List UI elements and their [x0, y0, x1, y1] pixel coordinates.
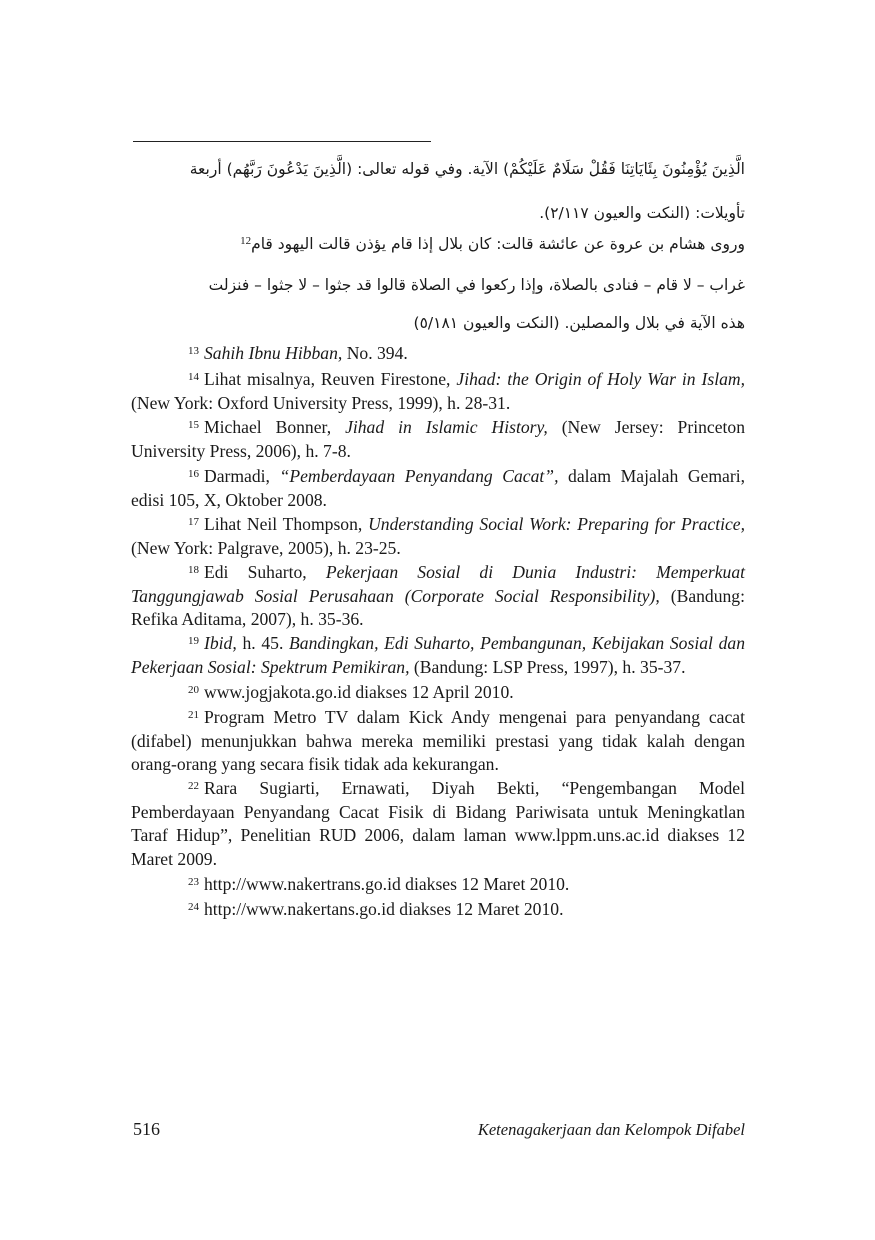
footnote-number: 14 — [188, 371, 199, 383]
running-footer-title: Ketenagakerjaan dan Kelompok Difabel — [477, 1120, 745, 1139]
footnote-number-12: 12 — [240, 235, 252, 247]
footnote-text: Program Metro TV dalam Kick Andy mengenai para penyandang cacat (difabel) menunjukkan bahwa mereka memiliki prestasi yang tidak kalah dengan orang-orang yang secara fisik tidak ada kekurangan. — [131, 707, 745, 774]
footnote-number: 16 — [188, 468, 199, 480]
footnote-text: www.jogjakota.go.id diakses 12 April 2010. — [204, 682, 514, 702]
footnote-italic-text: Understanding Social Work: Preparing for Practice, — [368, 514, 746, 534]
footnote-text: (Bandung: Refika Aditama, 2007), h. 35-36. — [131, 585, 745, 629]
footnote-number: 13 — [188, 345, 199, 357]
footnote-number: 15 — [188, 419, 199, 431]
footnote-23 — [131, 873, 745, 897]
footnote-text: http://www.nakertrans.go.id diakses 12 Maret 2010. — [204, 874, 570, 894]
footnote-number: 23 — [188, 876, 199, 888]
arabic-line-3 — [232, 235, 745, 253]
footnote-text: Michael Bonner, — [204, 417, 346, 437]
footnote-text: h. 45. — [236, 633, 290, 653]
footnote-text: (New Jersey: Princeton University Press, 2006), h. 7-8. — [131, 417, 745, 461]
footnote-14 — [131, 368, 745, 415]
arabic-line-3-text: وروى هشام بن عروة عن عائشة قالت: كان بلال إذا قام يؤذن قالت اليهود قام — [251, 235, 745, 253]
footnote-21 — [131, 706, 745, 777]
footnote-text: Darmadi, — [204, 466, 280, 486]
footnote-text: Lihat Neil Thompson, — [204, 514, 369, 534]
footnote-text: No. 394. — [342, 343, 408, 363]
footnote-text: (New York: Oxford University Press, 1999), h. 28-31. — [131, 392, 511, 413]
footnote-italic-text: “Pemberdayaan Penyandang Cacat”, — [279, 466, 559, 486]
footnote-italic-text: Ibid, — [204, 633, 237, 653]
footnote-text: Rara Sugiarti, Ernawati, Diyah Bekti, “Pengembangan Model Pemberdayaan Penyandang Cacat Fisik di Bidang Pariwisata untuk Meningkatlan Taraf Hidup”, Penelitian RUD 2006, dalam laman www.lppm.uns.ac.id diakses 12 Maret 2009. — [131, 778, 745, 869]
footnote-text: (Bandung: LSP Press, 1997), h. 35-37. — [409, 656, 686, 677]
footnote-number: 24 — [188, 901, 199, 913]
arabic-line-5: هذه الآية في بلال والمصلين. (النكت والعيون ٥/١٨١) — [413, 314, 745, 332]
footnote-number: 19 — [188, 635, 199, 647]
footnote-16 — [131, 465, 745, 512]
footnote-22 — [131, 777, 745, 871]
footnote-15 — [131, 416, 745, 463]
footnote-italic-text: Jihad: the Origin of Holy War in Islam, — [456, 369, 745, 389]
footnote-italic-text: Pekerjaan Sosial di Dunia Industri: Memperkuat Tanggungjawab Sosial Perusahaan (Corporate Social Responsibility), — [131, 562, 746, 606]
footnote-17 — [131, 513, 745, 560]
footnote-text: dalam Majalah Gemari, edisi 105, X, Oktober 2008. — [131, 466, 745, 510]
footnote-text: Edi Suharto, — [204, 562, 326, 582]
footnote-text: (New York: Palgrave, 2005), h. 23-25. — [131, 537, 401, 558]
footnote-13 — [131, 342, 745, 366]
arabic-line-2: تأويلات: (النكت والعيون ٢/١١٧). — [539, 204, 745, 222]
arabic-line-4: غراب – لا قام – فنادى بالصلاة، وإذا ركعوا في الصلاة قالوا قد جثوا – لا جثوا – فنزلت — [208, 276, 745, 294]
arabic-line-1: الَّذِينَ يُؤْمِنُونَ بِئَايَاتِنَا فَقُلْ سَلَامٌ عَلَيْكُمْ) الآية. وفي قوله تعالى: (الَّذِينَ يَدْعُونَ رَبَّهُم) أربعة — [189, 160, 745, 178]
footnote-number: 17 — [188, 516, 199, 528]
footnote-number: 18 — [188, 564, 199, 576]
footnote-18 — [131, 561, 745, 632]
footnote-text: Lihat misalnya, Reuven Firestone, — [204, 369, 457, 389]
page-number: 516 — [133, 1119, 160, 1139]
footnote-italic-text: Jihad in Islamic History, — [345, 417, 548, 437]
footnote-text: http://www.nakertans.go.id diakses 12 Maret 2010. — [204, 899, 564, 919]
footnote-italic-text: Bandingkan, Edi Suharto, Pembangunan, Kebijakan Sosial dan Pekerjaan Sosial: Spektrum Pemikiran, — [131, 633, 745, 677]
footnote-19 — [131, 632, 745, 679]
footnote-number: 21 — [188, 709, 199, 721]
footnote-number: 22 — [188, 780, 199, 792]
footnote-number: 20 — [188, 684, 199, 696]
footnote-italic-text: Sahih Ibnu Hibban, — [204, 343, 343, 363]
footnote-20 — [131, 681, 745, 705]
footnote-separator-rule — [133, 141, 431, 142]
footnote-24 — [131, 898, 745, 922]
